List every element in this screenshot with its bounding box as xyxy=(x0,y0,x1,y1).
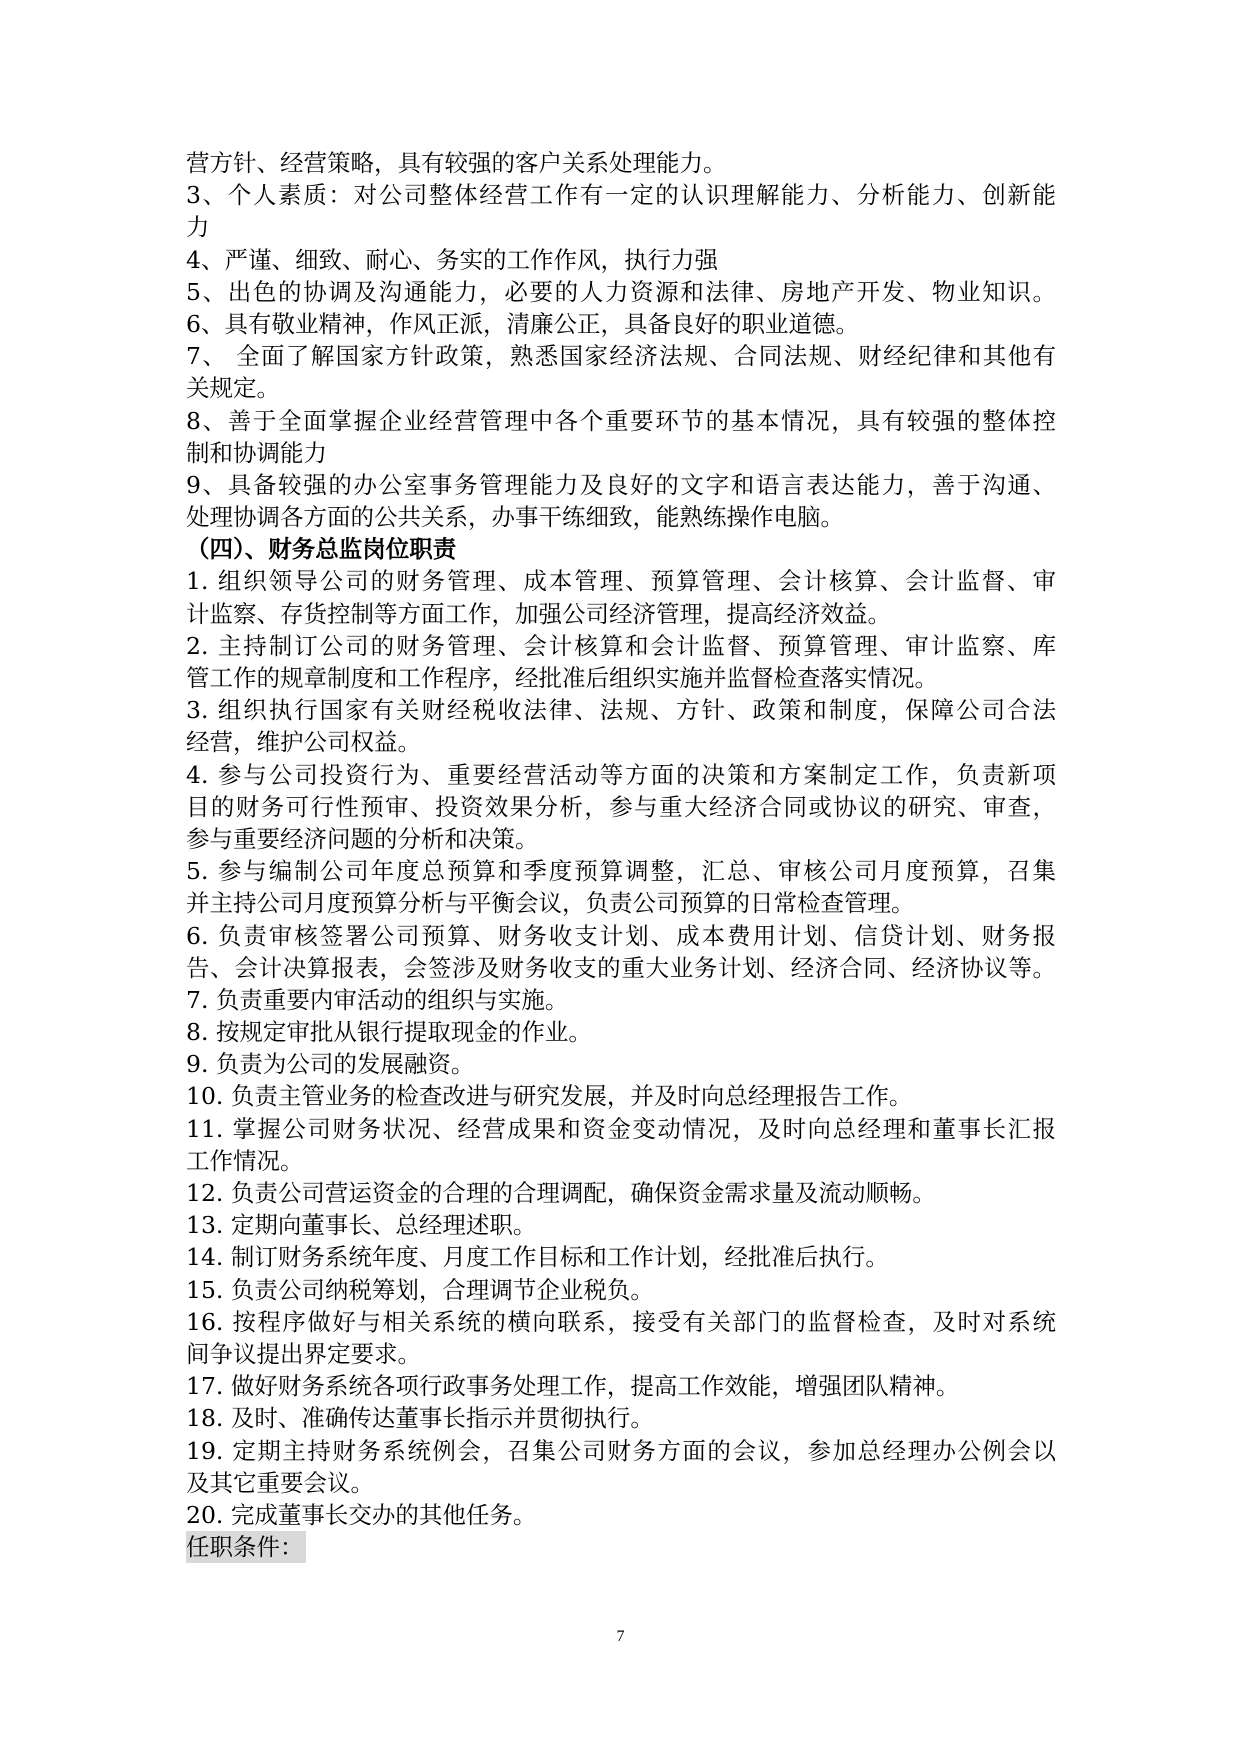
text-line: 5. 参与编制公司年度总预算和季度预算调整，汇总、审核公司月度预算，召集 xyxy=(186,857,1056,886)
text-line: 目的财务可行性预审、投资效果分析，参与重大经济合同或协议的研究、审查， xyxy=(186,792,1056,821)
text-line: 4、严谨、细致、耐心、务实的工作作风，执行力强 xyxy=(186,245,718,274)
highlight-text: 任职条件： xyxy=(186,1531,306,1563)
text-line: 15. 负责公司纳税筹划，合理调节企业税负。 xyxy=(186,1275,654,1304)
text-line: 告、会计决算报表，会签涉及财务收支的重大业务计划、经济合同、经济协议等。 xyxy=(186,953,1056,982)
text-line: 10. 负责主管业务的检查改进与研究发展，并及时向总经理报告工作。 xyxy=(186,1082,913,1111)
section-heading: （四）、财务总监岗位职责 xyxy=(186,535,457,564)
text-line: 18. 及时、准确传达董事长指示并贯彻执行。 xyxy=(186,1404,654,1433)
text-line: 8. 按规定审批从银行提取现金的作业。 xyxy=(186,1018,592,1047)
text-line: 13. 定期向董事长、总经理述职。 xyxy=(186,1211,537,1240)
text-line: 17. 做好财务系统各项行政事务处理工作，提高工作效能，增强团队精神。 xyxy=(186,1372,960,1401)
text-line: 7、 全面了解国家方针政策，熟悉国家经济法规、合同法规、财经纪律和其他有 xyxy=(186,342,1056,371)
text-line: 6、具有敬业精神，作风正派，清廉公正，具备良好的职业道德。 xyxy=(186,309,859,338)
text-line: 及其它重要会议。 xyxy=(186,1468,374,1497)
text-line: 19. 定期主持财务系统例会，召集公司财务方面的会议，参加总经理办公例会以 xyxy=(186,1436,1056,1465)
text-line: 11. 掌握公司财务状况、经营成果和资金变动情况，及时向总经理和董事长汇报 xyxy=(186,1114,1056,1143)
text-line: 营方针、经营策略，具有较强的客户关系处理能力。 xyxy=(186,149,727,177)
text-line: 3. 组织执行国家有关财经税收法律、法规、方针、政策和制度，保障公司合法 xyxy=(186,696,1056,725)
text-line: 关规定。 xyxy=(186,374,280,403)
text-line: 16. 按程序做好与相关系统的横向联系，接受有关部门的监督检查，及时对系统 xyxy=(186,1307,1056,1336)
text-line: 8、善于全面掌握企业经营管理中各个重要环节的基本情况，具有较强的整体控 xyxy=(186,406,1056,435)
text-line: 9、具备较强的办公室事务管理能力及良好的文字和语言表达能力，善于沟通、 xyxy=(186,470,1056,499)
text-line: 经营，维护公司权益。 xyxy=(186,728,421,757)
text-line: 5、出色的协调及沟通能力，必要的人力资源和法律、房地产开发、物业知识。 xyxy=(186,277,1056,306)
text-line: 3、个人素质：对公司整体经营工作有一定的认识理解能力、分析能力、创新能 xyxy=(186,181,1056,210)
text-line: 并主持公司月度预算分析与平衡会议，负责公司预算的日常检查管理。 xyxy=(186,889,915,918)
text-line: 制和协调能力 xyxy=(186,438,327,467)
text-line: 间争议提出界定要求。 xyxy=(186,1339,421,1368)
text-line: 4. 参与公司投资行为、重要经营活动等方面的决策和方案制定工作，负责新项 xyxy=(186,760,1056,789)
text-line: 参与重要经济问题的分析和决策。 xyxy=(186,824,539,853)
text-line: 7. 负责重要内审活动的组织与实施。 xyxy=(186,985,569,1014)
page-number: 7 xyxy=(616,1628,625,1645)
highlighted-label xyxy=(186,1531,1056,1563)
text-line: 工作情况。 xyxy=(186,1146,304,1175)
text-line: 14. 制订财务系统年度、月度工作目标和工作计划，经批准后执行。 xyxy=(186,1243,889,1272)
text-line: 1. 组织领导公司的财务管理、成本管理、预算管理、会计核算、会计监督、审 xyxy=(186,567,1056,596)
text-line: 力 xyxy=(186,213,210,242)
text-line: 管工作的规章制度和工作程序，经批准后组织实施并监督检查落实情况。 xyxy=(186,664,938,692)
text-line: 9. 负责为公司的发展融资。 xyxy=(186,1050,475,1079)
text-line: 20. 完成董事长交办的其他任务。 xyxy=(186,1500,537,1529)
text-line: 6. 负责审核签署公司预算、财务收支计划、成本费用计划、信贷计划、财务报 xyxy=(186,921,1056,950)
text-line: 计监察、存货控制等方面工作，加强公司经济管理，提高经济效益。 xyxy=(186,599,891,628)
text-line: 12. 负责公司营运资金的合理的合理调配，确保资金需求量及流动顺畅。 xyxy=(186,1179,936,1207)
document-body xyxy=(186,147,1056,1563)
text-line: 2. 主持制订公司的财务管理、会计核算和会计监督、预算管理、审计监察、库 xyxy=(186,631,1056,660)
text-line: 处理协调各方面的公共关系，办事干练细致，能熟练操作电脑。 xyxy=(186,503,844,532)
